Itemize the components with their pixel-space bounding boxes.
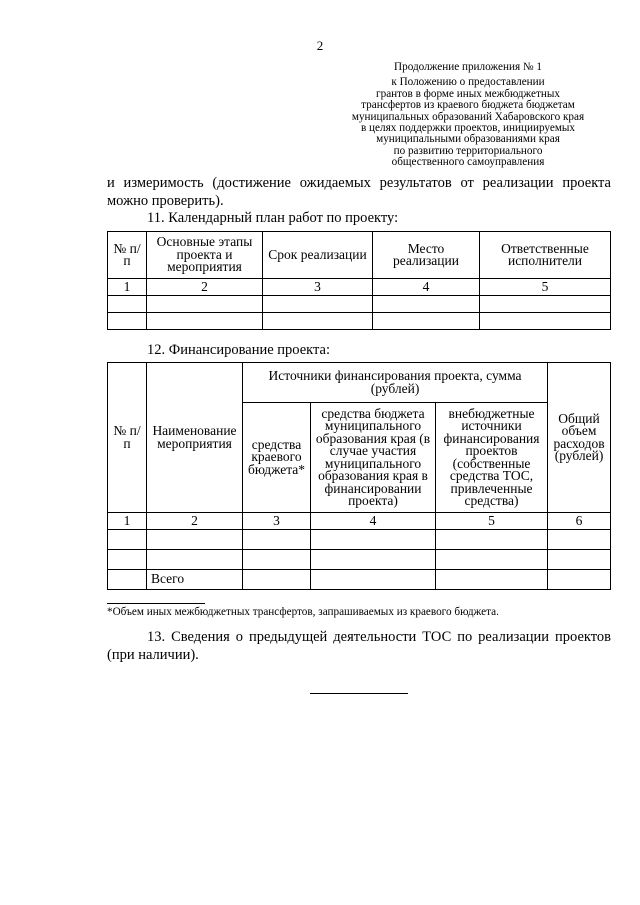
table-cell	[243, 570, 311, 590]
header-line: грантов в форме иных межбюджетных	[376, 87, 560, 100]
column-number: 2	[147, 279, 263, 296]
table-cell	[243, 530, 311, 550]
appendix-header	[318, 62, 618, 169]
header-line: в целях поддержки проектов, инициируемых	[360, 122, 576, 135]
total-label: Всего	[147, 570, 243, 590]
column-number: 2	[147, 513, 243, 530]
table-cell	[436, 570, 548, 590]
section-13-paragraph	[107, 628, 611, 664]
table-cell	[147, 296, 263, 313]
column-number: 4	[311, 513, 436, 530]
column-number-row	[108, 513, 611, 530]
col-off-budget-header: внебюджетные источники финансирования проектов (собственные средства ТОС, привлеченные средства)	[436, 403, 548, 513]
page-number: 2	[316, 38, 324, 53]
header-line: по развитию территориального	[393, 144, 543, 157]
table-cell	[311, 570, 436, 590]
column-number: 5	[480, 279, 611, 296]
col-regional-budget-header: средства краевого бюджета*	[243, 403, 311, 513]
table-cell	[147, 530, 243, 550]
column-number: 1	[108, 513, 147, 530]
table-cell	[311, 550, 436, 570]
header-line: к Положению о предоставлении	[391, 76, 545, 89]
total-row	[108, 570, 611, 590]
column-number: 6	[548, 513, 611, 530]
table-cell	[373, 296, 480, 313]
col-place-header: Место реализации	[373, 232, 480, 279]
table-row	[108, 530, 611, 550]
table-cell	[263, 296, 373, 313]
end-divider	[310, 693, 408, 694]
table-cell	[108, 550, 147, 570]
footnote: *Объем иных межбюджетных трансфертов, запрашиваемых из краевого бюджета.	[107, 606, 499, 618]
col-activity-header: Наименование мероприятия	[147, 363, 243, 513]
table-cell	[108, 296, 147, 313]
col-number-header: № п/п	[108, 232, 147, 279]
column-number: 3	[263, 279, 373, 296]
header-line: общественного самоуправления	[391, 156, 545, 169]
table-cell	[108, 313, 147, 330]
column-number: 5	[436, 513, 548, 530]
table-cell	[480, 296, 611, 313]
table-cell	[480, 313, 611, 330]
table-cell	[263, 313, 373, 330]
section-13-line: (при наличии).	[107, 647, 199, 663]
col-sources-group-header: Источники финансирования проекта, сумма (рублей)	[243, 363, 548, 403]
financing-table	[107, 362, 611, 590]
footnote-divider	[107, 603, 205, 604]
table-cell	[147, 313, 263, 330]
table-cell	[243, 550, 311, 570]
table-row	[108, 296, 611, 313]
header-line: муниципальными образованиями края	[376, 133, 560, 146]
calendar-plan-table	[107, 231, 611, 330]
header-line: муниципальных образований Хабаровского края	[351, 110, 585, 123]
table-cell	[373, 313, 480, 330]
column-number: 4	[373, 279, 480, 296]
table-cell	[548, 530, 611, 550]
table-row	[108, 550, 611, 570]
table-header-row	[108, 232, 611, 279]
col-number-header: № п/п	[108, 363, 147, 513]
table-cell	[436, 530, 548, 550]
table-cell	[548, 550, 611, 570]
table-row	[108, 313, 611, 330]
intro-line: можно проверить).	[107, 193, 224, 209]
table-cell	[147, 550, 243, 570]
column-number-row	[108, 279, 611, 296]
column-number: 3	[243, 513, 311, 530]
section-12-heading: 12. Финансирование проекта:	[147, 342, 330, 358]
header-line: трансфертов из краевого бюджета бюджетам	[361, 99, 575, 112]
col-term-header: Срок реализации	[263, 232, 373, 279]
table-cell	[108, 530, 147, 550]
table-cell	[436, 550, 548, 570]
column-number: 1	[108, 279, 147, 296]
section-11-heading: 11. Календарный план работ по проекту:	[147, 210, 399, 226]
header-line: Продолжение приложения № 1	[394, 61, 542, 73]
table-cell	[548, 570, 611, 590]
section-13-line: 13. Сведения о предыдущей деятельности ТОС по реализации проектов	[147, 629, 611, 645]
intro-line: и измеримость (достижение ожидаемых результатов от реализации проекта	[107, 175, 611, 191]
col-municipal-budget-header: средства бюджета муниципального образования края (в случае участия муниципального образования края в финансировании проекта)	[311, 403, 436, 513]
intro-paragraph	[107, 174, 611, 210]
table-header-row	[108, 363, 611, 403]
table-cell	[311, 530, 436, 550]
col-total-header: Общий объем расходов (рублей)	[548, 363, 611, 513]
table-cell	[108, 570, 147, 590]
col-stages-header: Основные этапы проекта и мероприятия	[147, 232, 263, 279]
col-responsible-header: Ответственные исполнители	[480, 232, 611, 279]
